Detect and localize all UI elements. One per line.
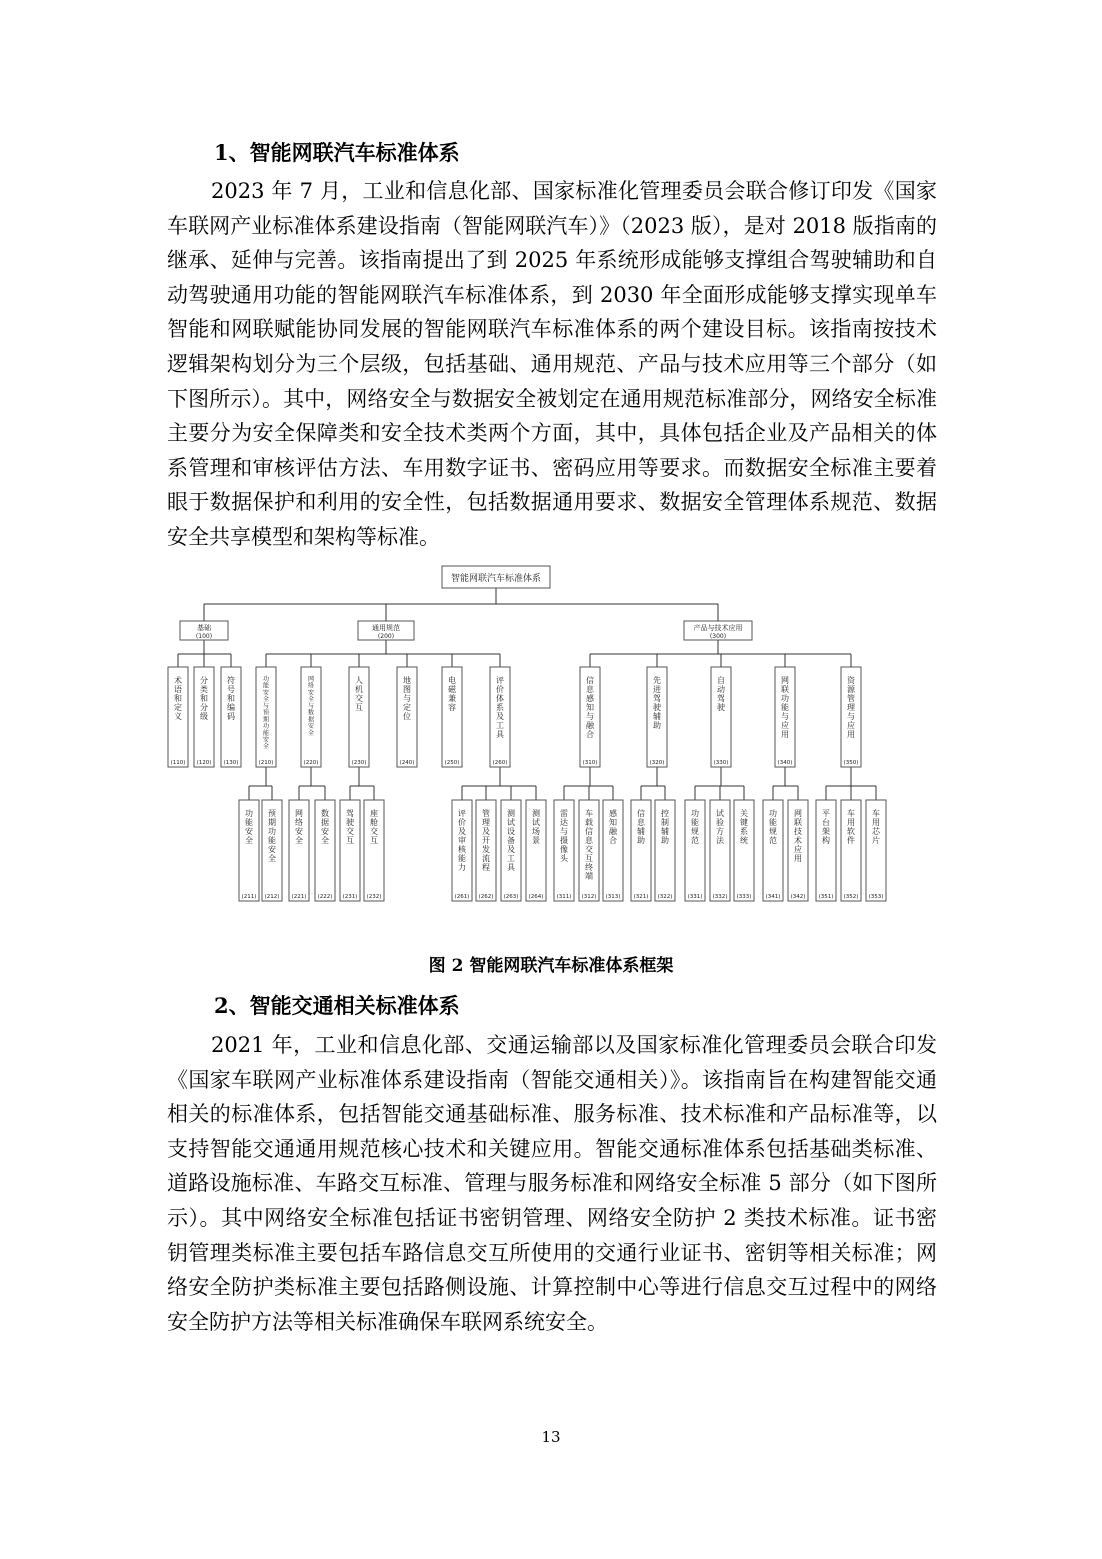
level2-node-label: 语 <box>174 684 182 694</box>
level2-node-label: 类 <box>200 684 208 694</box>
level3-node-label: 用 <box>794 853 802 863</box>
level2-node-label: 应 <box>781 720 789 730</box>
level2-node-label: 符 <box>227 676 235 685</box>
level2-node-label: 价 <box>496 684 504 694</box>
level2-node-label: 系 <box>496 702 504 712</box>
level3-node-label: 车 <box>585 809 593 818</box>
level3-node-code: (212) <box>264 894 280 900</box>
level3-node-code: (263) <box>503 894 519 900</box>
level3-node <box>501 800 521 901</box>
level3-node-label: 功 <box>268 826 276 836</box>
level3-node-label: 技 <box>794 826 802 836</box>
level3-node-label: 互 <box>370 835 378 845</box>
level3-node-label: 规 <box>769 826 777 836</box>
level3-node-label: 与 <box>560 826 568 836</box>
level3-node-label: 据 <box>321 817 329 827</box>
level3-node-code: (312) <box>581 894 597 900</box>
level3-node-label: 络 <box>295 817 303 827</box>
level3-node-code: (332) <box>712 894 728 900</box>
level3-node <box>262 800 282 901</box>
level2-node-label: 兼 <box>448 693 456 703</box>
page-number: 13 <box>541 1428 561 1446</box>
level1-node <box>684 621 752 640</box>
level2-node-label: 动 <box>717 684 725 694</box>
level3-node-label: 具 <box>507 862 515 872</box>
level2-node-label: 能 <box>262 682 270 690</box>
level2-node-label: 驶 <box>653 702 661 712</box>
level2-node-label: 磁 <box>448 684 456 694</box>
level2-node-label: 络 <box>307 682 315 690</box>
level3-node-code: (264) <box>528 894 544 900</box>
root-node <box>442 566 550 588</box>
level3-node-label: 测 <box>532 809 540 818</box>
level3-node-label: 能 <box>691 817 699 827</box>
level2-node-label: 助 <box>653 720 661 730</box>
level3-node-label: 应 <box>794 844 802 854</box>
level2-node-label: 息 <box>586 684 594 694</box>
level1-node-code: (200) <box>377 633 395 640</box>
level3-node-label: 全 <box>245 835 253 845</box>
level2-node-label: 预 <box>262 709 270 717</box>
level3-node-code: (351) <box>818 894 834 900</box>
level2-node-code: (220) <box>303 760 319 766</box>
level2-node-label: 与 <box>586 711 594 721</box>
level2-node-label: 合 <box>586 729 594 739</box>
level3-node-label: 融 <box>609 826 617 836</box>
level3-node-label: 期 <box>268 817 276 827</box>
level2-node <box>168 667 188 767</box>
level3-node-label: 功 <box>769 809 777 818</box>
level3-node-label: 规 <box>691 826 699 836</box>
level2-node-label: 功 <box>781 693 789 703</box>
level3-node-label: 景 <box>532 835 540 845</box>
level3-node-label: 用 <box>872 817 880 827</box>
level3-node-label: 统 <box>740 835 748 845</box>
level3-node-label: 联 <box>794 817 802 827</box>
level3-node-label: 安 <box>295 826 303 836</box>
level3-node-code: (231) <box>342 894 358 900</box>
level2-node <box>775 667 795 767</box>
level1-node-label: 通用规范 <box>372 624 400 632</box>
level3-node-label: 价 <box>458 817 466 827</box>
level2-node-code: (210) <box>258 760 274 766</box>
level3-node <box>340 800 360 901</box>
level3-node-label: 像 <box>560 844 568 854</box>
level2-node-label: 辅 <box>653 711 661 721</box>
level2-node-label: 术 <box>174 676 182 685</box>
level2-node-label: 和 <box>227 693 235 703</box>
level2-node-label: 与 <box>403 693 411 703</box>
level3-node-label: 试 <box>716 809 724 818</box>
level3-node-label: 流 <box>482 853 490 863</box>
level2-node-label: 与 <box>847 711 855 721</box>
level3-node-label: 息 <box>637 817 645 827</box>
level2-node-code: (260) <box>492 760 508 766</box>
level3-node-label: 助 <box>661 835 669 845</box>
level2-node-label: 定 <box>403 702 411 712</box>
level3-node-label: 交 <box>346 826 354 836</box>
level3-node-label: 座 <box>370 809 378 818</box>
level3-node-label: 键 <box>740 817 748 827</box>
level3-node-code: (321) <box>633 894 649 900</box>
level3-node-label: 核 <box>458 844 466 854</box>
level1-node <box>358 621 414 640</box>
level3-node-code: (313) <box>605 894 621 900</box>
level2-node <box>841 667 861 767</box>
level2-node-code: (320) <box>649 760 665 766</box>
level3-node-code: (322) <box>657 894 673 900</box>
level2-node-code: (130) <box>223 760 239 766</box>
level3-node-label: 及 <box>482 826 490 836</box>
level2-node-label: 全 <box>262 743 270 751</box>
level3-node-label: 载 <box>585 817 593 827</box>
level2-node-label: 电 <box>448 676 456 685</box>
level2-node-label: 用 <box>847 729 855 739</box>
level2-node-label: 安 <box>262 689 270 697</box>
level3-node-label: 预 <box>268 809 276 818</box>
level3-node <box>289 800 309 901</box>
level3-node-label: 备 <box>507 835 515 845</box>
level3-node-label: 验 <box>716 817 724 827</box>
level2-node-label: 评 <box>496 676 504 685</box>
level3-node-label: 范 <box>769 835 777 845</box>
level2-node-label: 义 <box>174 711 182 721</box>
level3-node-label: 舱 <box>370 817 378 827</box>
level2-node-label: 自 <box>717 676 725 685</box>
level3-node-label: 网 <box>794 809 802 818</box>
section-2-paragraph: 2021 年，工业和信息化部、交通运输部以及国家标准化管理委员会联合印发《国家车联网产业标准体系建设指南（智能交通相关）》。该指南旨在构建智能交通相关的标准体系，包括智能交通基础标准、服务标准、技术标准和产品标准等，以支持智能交通通用规范核心技术和关键应用。智能交通标准体系包括基础类标准、道路设施标准、车路交互标准、管理与服务标准和网络安全标准 5 部分（如下图所示）。其中网络安全标准包括证书密钥管理、网络安全防护 2 类技术标准。证书密钥管理类标准主要包括车路信息交互所使用的交通行业证书、密钥等相关标准；网络安全防护类标准主要包括路侧设施、计算控制中心等进行信息交互过程中的网络安全防护方法等相关标准确保车联网系统安全。 <box>167 1033 937 1334</box>
level3-node-label: 构 <box>822 835 830 845</box>
level1-node-label: 产品与技术应用 <box>693 624 743 632</box>
level3-node <box>526 800 546 901</box>
level3-node-label: 开 <box>482 835 490 845</box>
level2-node-code: (340) <box>777 760 793 766</box>
level2-node-label: 感 <box>586 693 594 703</box>
level3-node-label: 件 <box>847 835 855 845</box>
level3-node-label: 信 <box>637 809 645 818</box>
level3-node-label: 及 <box>507 844 515 854</box>
level3-node-code: (333) <box>736 894 752 900</box>
level3-node-label: 工 <box>507 853 515 863</box>
level3-node <box>685 800 705 901</box>
level3-node-code: (341) <box>765 894 781 900</box>
level3-node <box>841 800 861 901</box>
level3-node-label: 系 <box>740 826 748 836</box>
level3-node-label: 管 <box>482 809 490 818</box>
level2-node-label: 管 <box>847 693 855 703</box>
level3-node-code: (352) <box>843 894 859 900</box>
level2-node-label: 安 <box>262 736 270 744</box>
level2-node-label: 联 <box>781 684 789 694</box>
level3-node-label: 数 <box>321 809 329 818</box>
section-2-heading: 2、智能交通相关标准体系 <box>214 993 460 1018</box>
level2-node <box>256 667 276 767</box>
level3-node-label: 达 <box>560 817 568 827</box>
level3-node-label: 能 <box>268 835 276 845</box>
level3-node-label: 车 <box>872 809 880 818</box>
level3-node-label: 审 <box>458 835 466 845</box>
level2-node-label: 码 <box>227 711 235 721</box>
level3-node-label: 全 <box>268 853 276 863</box>
level2-node <box>647 667 667 767</box>
level2-node-code: (110) <box>170 760 186 766</box>
level3-node-label: 合 <box>609 835 617 845</box>
level3-node <box>452 800 472 901</box>
level1-node-code: (300) <box>709 633 727 640</box>
level3-node <box>763 800 783 901</box>
level2-node-label: 容 <box>448 702 456 712</box>
level2-node-label: 安 <box>307 689 315 697</box>
level3-node-label: 终 <box>585 862 593 872</box>
level2-node-label: 与 <box>781 711 789 721</box>
level2-node-label: 号 <box>227 684 235 694</box>
level2-node-code: (230) <box>351 760 367 766</box>
level3-node-label: 力 <box>458 862 466 872</box>
level2-node-label: 安 <box>307 723 315 731</box>
level3-node-label: 全 <box>295 835 303 845</box>
level3-node-label: 安 <box>268 844 276 854</box>
level3-node-label: 程 <box>482 862 490 872</box>
level3-node <box>579 800 599 901</box>
level2-node-label: 级 <box>200 711 208 721</box>
level3-node-label: 能 <box>769 817 777 827</box>
level2-node-label: 网 <box>307 676 315 683</box>
level2-node-label: 能 <box>781 702 789 712</box>
level2-node-code: (330) <box>713 760 729 766</box>
level3-node-label: 全 <box>321 835 329 845</box>
level3-node-label: 功 <box>245 809 253 818</box>
level2-node-label: 人 <box>355 676 363 685</box>
level2-node-label: 信 <box>586 676 594 685</box>
level2-node <box>221 667 241 767</box>
level3-node-code: (331) <box>687 894 703 900</box>
level3-node-label: 用 <box>847 817 855 827</box>
level2-node-label: 分 <box>200 702 208 712</box>
level2-node-code: (310) <box>582 760 598 766</box>
level3-node-label: 理 <box>482 817 490 827</box>
level2-node-label: 位 <box>403 711 411 721</box>
level3-node <box>655 800 675 901</box>
level3-node-label: 交 <box>585 844 593 854</box>
level3-node-label: 发 <box>482 844 490 854</box>
level3-node-label: 息 <box>585 835 593 845</box>
level2-node-label: 知 <box>586 702 594 712</box>
level3-node-label: 车 <box>847 809 855 818</box>
level3-node <box>476 800 496 901</box>
level3-node-label: 场 <box>532 826 540 836</box>
diagram-connectors <box>178 588 876 800</box>
level3-node-label: 驶 <box>346 817 354 827</box>
standards-framework-diagram <box>160 560 900 908</box>
level3-node-label: 芯 <box>872 826 880 836</box>
level3-node-label: 助 <box>637 835 645 845</box>
level2-node-label: 进 <box>653 684 661 694</box>
level3-node-code: (221) <box>291 894 307 900</box>
level3-node-code: (342) <box>790 894 806 900</box>
level2-node-label: 用 <box>781 729 789 739</box>
level3-node-label: 互 <box>346 835 354 845</box>
section-1-paragraph: 2023 年 7 月，工业和信息化部、国家标准化管理委员会联合修订印发《国家车联网产业标准体系建设指南（智能网联汽车）》（2023 版），是对 2018 版指南的继承、延伸与完善。该指南提出了到 2025 年系统形成能够支撑组合驾驶辅助和自动驾驶通用功能的智能网联汽车标准体系，到 2030 年全面形成能够支撑实现单车智能和网联赋能协同发展的智能网联汽车标准体系的两个建设目标。该指南按技术逻辑架构划分为三个层级，包括基础、通用规范、产品与技术应用等三个部分（如下图所示）。其中，网络安全与数据安全被划定在通用规范标准部分，网络安全标准主要分为安全保障类和安全技术类两个方面，其中，具体包括企业及产品相关的体系管理和审核评估方法、车用数字证书、密码应用等要求。而数据安全标准主要着眼于数据保护和利用的安全性，包括数据通用要求、数据安全管理体系规范、数据安全共享模型和架构等标准。 <box>167 179 937 549</box>
level3-node <box>364 800 384 901</box>
level2-node-label: 理 <box>847 702 855 712</box>
level2-node-label: 驾 <box>717 693 725 703</box>
level3-node-code: (232) <box>366 894 382 900</box>
level3-node <box>710 800 730 901</box>
level2-node-code: (250) <box>444 760 460 766</box>
level3-node-code: (222) <box>317 894 333 900</box>
level3-node-label: 制 <box>661 817 669 827</box>
level3-node <box>603 800 623 901</box>
level2-node <box>349 667 369 767</box>
level3-node-label: 感 <box>609 809 617 818</box>
level2-node-label: 机 <box>355 684 363 694</box>
level3-node-label: 试 <box>507 817 515 827</box>
level1-node-label: 基础 <box>197 624 211 632</box>
level2-node-label: 和 <box>200 693 208 703</box>
level2-node-label: 期 <box>262 716 270 724</box>
level2-node-label: 数 <box>307 709 315 717</box>
level3-node-label: 能 <box>245 817 253 827</box>
level2-node-label: 定 <box>174 702 182 712</box>
level3-node-label: 范 <box>691 835 699 845</box>
level2-node <box>397 667 417 767</box>
level2-node-code: (120) <box>196 760 212 766</box>
level2-node-label: 和 <box>174 693 182 703</box>
level2-node-label: 与 <box>307 702 315 710</box>
level2-node-label: 融 <box>586 720 594 730</box>
level2-node-label: 资 <box>847 676 855 685</box>
level2-node-label: 全 <box>262 696 270 704</box>
level3-node-label: 头 <box>560 853 568 863</box>
level2-node-label: 功 <box>262 723 270 731</box>
level3-node-label: 平 <box>822 809 830 818</box>
level2-node <box>711 667 731 767</box>
level3-node-code: (311) <box>556 894 572 900</box>
level2-node-label: 网 <box>781 676 789 685</box>
level2-node-label: 驶 <box>717 702 725 712</box>
level3-node-code: (261) <box>454 894 470 900</box>
level3-node-label: 试 <box>532 817 540 827</box>
level2-node-label: 全 <box>307 729 315 737</box>
level3-node-label: 架 <box>822 826 830 836</box>
level3-node-label: 及 <box>458 826 466 836</box>
level2-node-label: 体 <box>496 693 504 703</box>
level3-node-label: 关 <box>740 809 748 818</box>
level3-node-label: 辅 <box>661 826 669 836</box>
section-1-heading: 1、智能网联汽车标准体系 <box>214 140 460 165</box>
level3-node <box>631 800 651 901</box>
level3-node <box>734 800 754 901</box>
level3-node <box>816 800 836 901</box>
level2-node-label: 工 <box>496 720 504 730</box>
level2-node-code: (240) <box>399 760 415 766</box>
level2-node-label: 图 <box>403 684 411 694</box>
level3-node-label: 方 <box>716 826 724 836</box>
level3-node <box>239 800 259 901</box>
level2-node-code: (350) <box>843 760 859 766</box>
level2-node-label: 能 <box>262 729 270 737</box>
level3-node-label: 能 <box>458 853 466 863</box>
level2-node-label: 全 <box>307 696 315 704</box>
level3-node-label: 设 <box>507 826 515 836</box>
level2-node-label: 源 <box>847 684 855 694</box>
level3-node-label: 驾 <box>346 809 354 818</box>
level2-node-label: 编 <box>227 702 235 712</box>
level3-node-label: 控 <box>661 809 669 818</box>
level3-node-code: (353) <box>868 894 884 900</box>
level2-node <box>442 667 462 767</box>
level2-node-label: 及 <box>496 711 504 721</box>
level3-node-code: (262) <box>478 894 494 900</box>
level2-node-label: 地 <box>403 676 411 685</box>
level1-node <box>180 621 228 640</box>
level2-node-label: 互 <box>355 702 363 712</box>
level3-node-label: 法 <box>716 835 724 845</box>
level2-node-label: 功 <box>262 676 270 683</box>
level3-node-label: 台 <box>822 817 830 827</box>
level3-node <box>788 800 808 901</box>
figure-caption: 图 2 智能网联汽车标准体系框架 <box>428 956 674 976</box>
level1-node-code: (100) <box>195 633 213 640</box>
level3-node-label: 术 <box>794 835 802 845</box>
diagram-nodes <box>168 566 886 901</box>
level3-node-label: 测 <box>507 809 515 818</box>
level3-node <box>866 800 886 901</box>
level3-node-label: 辅 <box>637 826 645 836</box>
level2-node-label: 具 <box>496 729 504 739</box>
level3-node-label: 端 <box>585 871 593 881</box>
level2-node <box>301 667 321 767</box>
level2-node-label: 据 <box>307 716 315 724</box>
level3-node-label: 软 <box>847 826 855 836</box>
level2-node <box>194 667 214 767</box>
root-node-label: 智能网联汽车标准体系 <box>450 574 542 584</box>
level3-node-label: 网 <box>295 809 303 818</box>
level3-node <box>315 800 335 901</box>
level3-node-label: 交 <box>370 826 378 836</box>
level2-node-label: 与 <box>262 702 270 710</box>
level3-node <box>554 800 574 901</box>
level2-node-label: 先 <box>653 676 661 685</box>
level3-node-label: 安 <box>245 826 253 836</box>
level2-node-label: 分 <box>200 676 208 685</box>
level3-node-label: 评 <box>458 809 466 818</box>
level2-node-label: 应 <box>847 720 855 730</box>
level3-node-label: 摄 <box>560 835 568 845</box>
level3-node-label: 安 <box>321 826 329 836</box>
level3-node-label: 信 <box>585 826 593 836</box>
level2-node-label: 交 <box>355 693 363 703</box>
level3-node-label: 知 <box>609 817 617 827</box>
level3-node-label: 片 <box>872 835 880 845</box>
level3-node-label: 功 <box>691 809 699 818</box>
level3-node-label: 雷 <box>560 809 568 818</box>
level2-node <box>580 667 600 767</box>
level3-node-label: 互 <box>585 853 593 863</box>
level3-node-code: (211) <box>241 894 257 900</box>
level2-node <box>490 667 510 767</box>
level2-node-label: 驾 <box>653 693 661 703</box>
